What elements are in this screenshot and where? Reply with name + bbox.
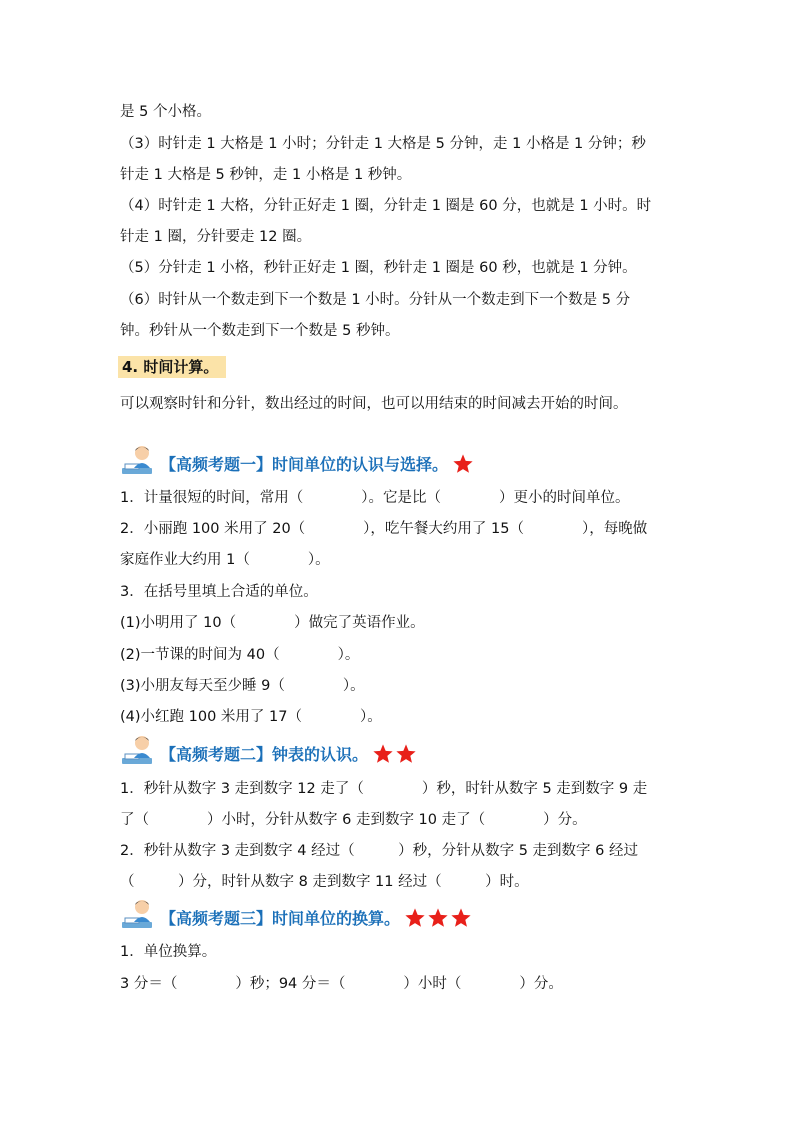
question-line: 1．计量很短的时间，常用（ ）。它是比（ ）更小的时间单位。 xyxy=(120,490,630,506)
note-line: 是 5 个小格。 xyxy=(120,104,211,120)
section1-header xyxy=(120,442,474,476)
question-line: 1．秒针从数字 3 走到数字 12 走了（ ）秒，时针从数字 5 走到数字 9 走 xyxy=(120,781,648,797)
question-line: 了（ ）小时，分针从数字 6 走到数字 10 走了（ ）分。 xyxy=(120,812,587,828)
note-line: 针走 1 大格是 5 秒钟，走 1 小格是 1 秒钟。 xyxy=(120,167,412,183)
question-line: (2)一节课的时间为 40（ ）。 xyxy=(120,647,360,663)
question-line: （ ）分，时针从数字 8 走到数字 11 经过（ ）时。 xyxy=(120,874,529,890)
star-icon xyxy=(395,743,417,765)
point4-text: 可以观察时针和分针，数出经过的时间，也可以用结束的时间减去开始的时间。 xyxy=(120,396,628,412)
star-icon xyxy=(427,907,449,929)
point4-heading: 4. 时间计算。 xyxy=(118,356,226,378)
student-icon xyxy=(120,896,154,930)
section3-stars xyxy=(404,907,472,929)
note-line: （4）时针走 1 大格，分针正好走 1 圈，分针走 1 圈是 60 分，也就是 1 小时。时 xyxy=(120,198,652,214)
note-line: 针走 1 圈，分针要走 12 圈。 xyxy=(120,229,312,245)
question-line: 2．小丽跑 100 米用了 20（ ），吃午餐大约用了 15（ ），每晚做 xyxy=(120,521,648,537)
section2-header xyxy=(120,732,417,766)
student-icon xyxy=(120,442,154,476)
section3-header xyxy=(120,896,472,930)
question-line: (3)小朋友每天至少睡 9（ ）。 xyxy=(120,678,365,694)
question-line: 1．单位换算。 xyxy=(120,944,217,960)
question-line: 家庭作业大约用 1（ ）。 xyxy=(120,552,330,568)
note-line: 钟。秒针从一个数走到下一个数是 5 秒钟。 xyxy=(120,323,400,339)
section1-stars xyxy=(452,453,474,475)
question-line: 3 分＝（ ）秒；94 分＝（ ）小时（ ）分。 xyxy=(120,976,563,992)
question-line: (4)小红跑 100 米用了 17（ ）。 xyxy=(120,709,382,725)
question-line: 2．秒针从数字 3 走到数字 4 经过（ ）秒，分针从数字 5 走到数字 6 经过 xyxy=(120,843,638,859)
student-icon xyxy=(120,732,154,766)
note-line: （6）时针从一个数走到下一个数是 1 小时。分针从一个数走到下一个数是 5 分 xyxy=(120,292,631,308)
note-line: （5）分针走 1 小格，秒针正好走 1 圈，秒针走 1 圈是 60 秒，也就是 1 分钟。 xyxy=(120,260,637,276)
section3-title: 【高频考题三】时间单位的换算。 xyxy=(160,909,401,928)
question-line: (1)小明用了 10（ ）做完了英语作业。 xyxy=(120,615,425,631)
star-icon xyxy=(372,743,394,765)
star-icon xyxy=(450,907,472,929)
star-icon xyxy=(404,907,426,929)
question-line: 3．在括号里填上合适的单位。 xyxy=(120,584,318,600)
section2-stars xyxy=(372,743,417,765)
section1-title: 【高频考题一】时间单位的认识与选择。 xyxy=(160,455,449,474)
note-line: （3）时针走 1 大格是 1 小时；分针走 1 大格是 5 分钟，走 1 小格是 1 分钟；秒 xyxy=(120,136,646,152)
section2-title: 【高频考题二】钟表的认识。 xyxy=(160,745,369,764)
star-icon xyxy=(452,453,474,475)
